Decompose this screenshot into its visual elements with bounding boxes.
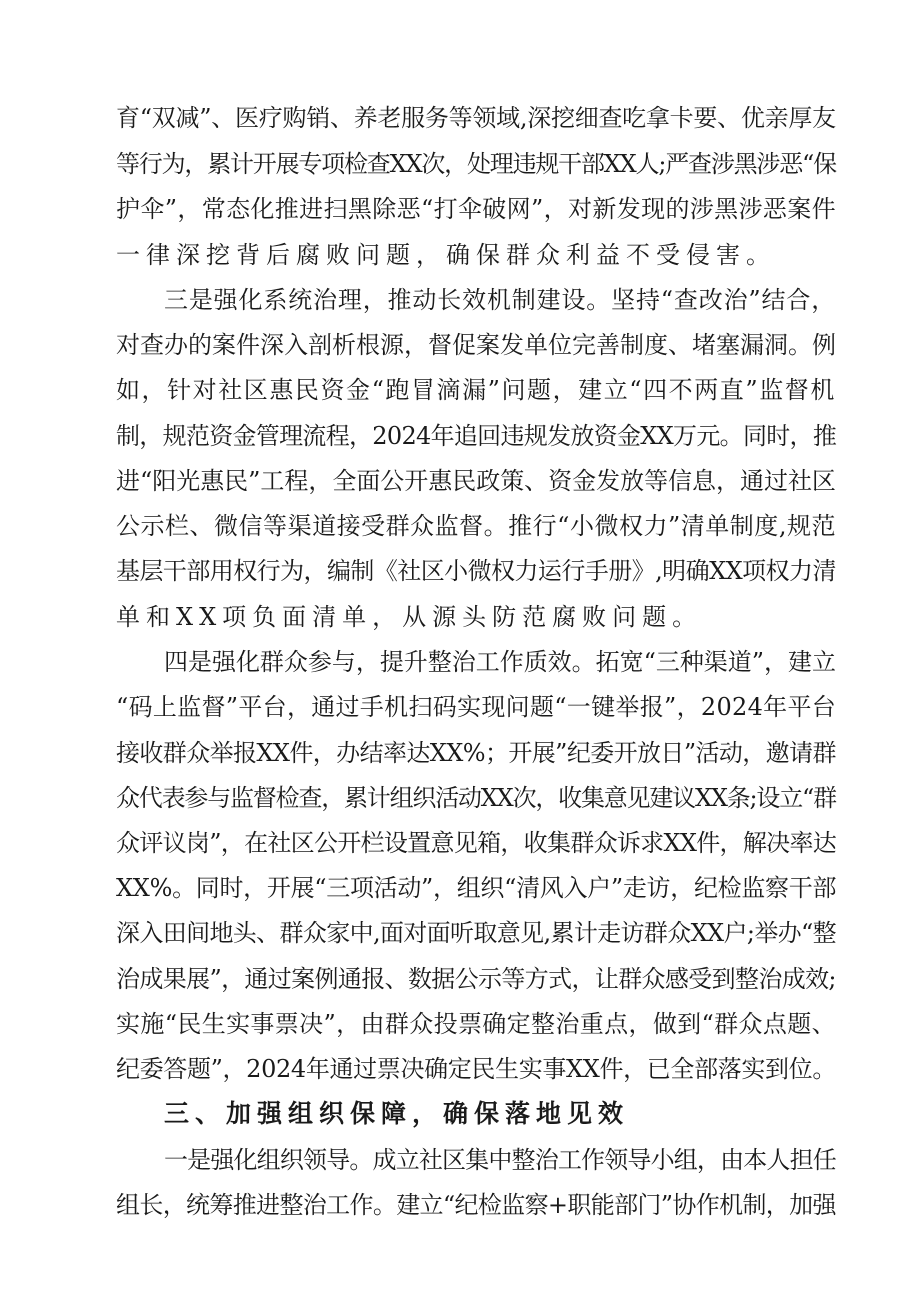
text-line: 深入田间地头、群众家中,面对面听取意见,累计走访群众XX户;举办“整 bbox=[116, 919, 837, 947]
text-line: 公示栏、微信等渠道接受群众监督。推行“小微权力”清单制度,规范 bbox=[116, 512, 836, 540]
text-line: 等行为，累计开展专项检查XX次，处理违规干部XX人;严查涉黑涉恶“保 bbox=[116, 150, 836, 178]
text-line: 对查办的案件深入剖析根源，督促案发单位完善制度、堵塞漏洞。例 bbox=[116, 331, 836, 359]
text-line: 三是强化系统治理，推动长效机制建设。坚持“查改治”结合， bbox=[164, 286, 837, 314]
text-line: 一律深挖背后腐败问题，确保群众利益不受侵害。 bbox=[116, 241, 776, 269]
text-line: 进“阳光惠民”工程，全面公开惠民政策、资金发放等信息，通过社区 bbox=[116, 467, 836, 495]
text-line: 四是强化群众参与，提升整治工作质效。拓宽“三种渠道”，建立 bbox=[164, 648, 836, 676]
text-line: XX%。同时，开展“三项活动”，组织“清风入户”走访，纪检监察干部 bbox=[116, 874, 837, 902]
text-line: 众代表参与监督检查，累计组织活动XX次，收集意见建议XX条;设立“群 bbox=[116, 784, 836, 812]
text-line: 制，规范资金管理流程，2024年追回违规发放资金XX万元。同时，推 bbox=[116, 422, 837, 450]
text-line: 组长，统筹推进整治工作。建立“纪检监察+职能部门”协作机制，加强 bbox=[116, 1191, 836, 1219]
section-heading: 三、加强组织保障，确保落地见效 bbox=[164, 1099, 630, 1128]
text-line: 接收群众举报XX件，办结率达XX%；开展”纪委开放日”活动，邀请群 bbox=[116, 739, 836, 767]
text-line: 单和XX项负面清单，从源头防范腐败问题。 bbox=[116, 603, 703, 631]
text-line: 如，针对社区惠民资金“跑冒滴漏”问题，建立“四不两直”监督机 bbox=[116, 376, 836, 404]
text-line: 众评议岗”，在社区公开栏设置意见箱，收集群众诉求XX件，解决率达 bbox=[116, 829, 837, 857]
text-line: 护伞”，常态化推进扫黑除恶“打伞破网”，对新发现的涉黑涉恶案件 bbox=[116, 195, 836, 223]
text-line: 一是强化组织领导。成立社区集中整治工作领导小组，由本人担任 bbox=[164, 1146, 836, 1174]
text-line: 治成果展”，通过案例通报、数据公示等方式，让群众感受到整治成效; bbox=[116, 965, 836, 993]
text-line: 纪委答题”，2024年通过票决确定民生实事XX件，已全部落实到位。 bbox=[116, 1055, 836, 1083]
text-line: 实施“民生实事票决”，由群众投票确定整治重点，做到“群众点题、 bbox=[116, 1010, 836, 1038]
text-line: 育“双减”、医疗购销、养老服务等领域,深挖细查吃拿卡要、优亲厚友 bbox=[116, 104, 836, 132]
text-line: “码上监督”平台，通过手机扫码实现问题“一键举报”，2024年平台 bbox=[116, 693, 837, 721]
text-line: 基层干部用权行为，编制《社区小微权力运行手册》,明确XX项权力清 bbox=[116, 557, 836, 585]
